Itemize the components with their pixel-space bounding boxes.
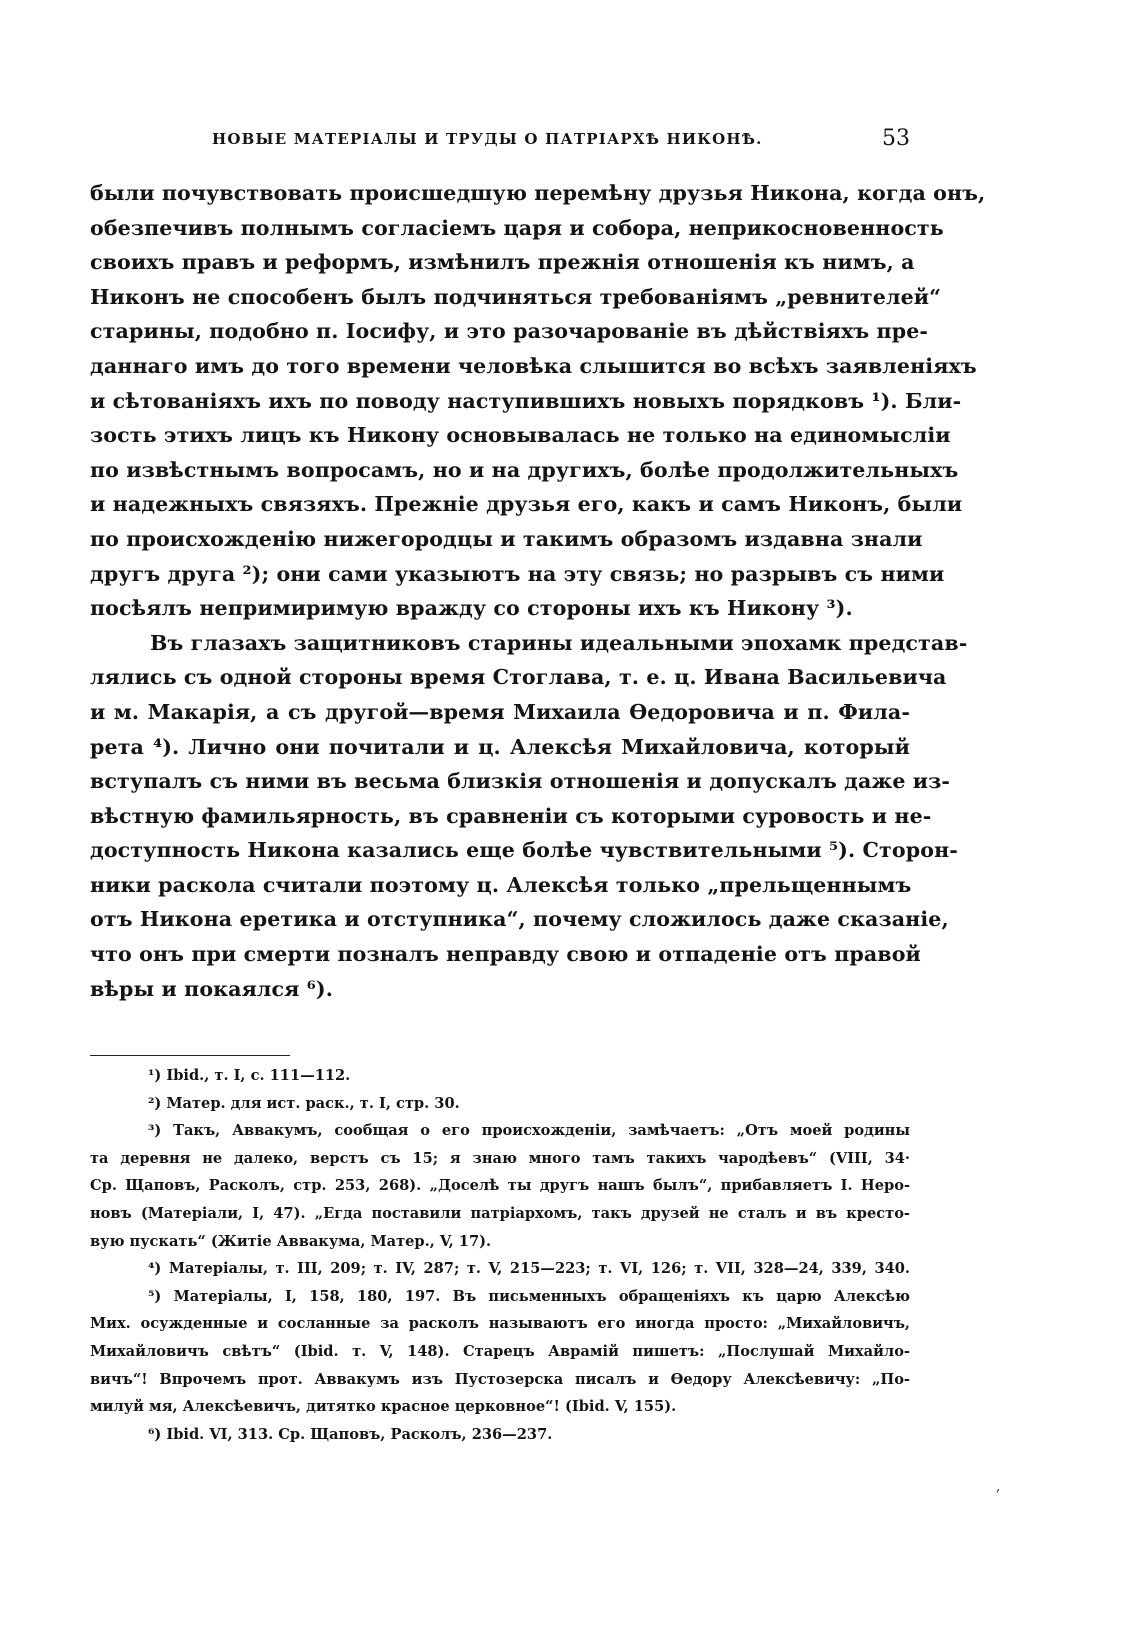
footnote-line: вичъ“! Впрочемъ прот. Аввакумъ изъ Пустозерска писалъ и Ѳедору Алексѣевичу: „По- xyxy=(90,1370,910,1388)
body-line: отъ Никона еретика и отступника“, почему сложилось даже сказаніе, xyxy=(90,907,949,932)
footnote-line: та деревня не далеко, верстъ съ 15; я знаю много тамъ такихъ чародѣевъ“ (VIII, 34· xyxy=(90,1149,910,1167)
body-line: зость этихъ лицъ къ Никону основывалась не только на единомысліи xyxy=(90,423,951,448)
body-line: вѣры и покаялся ⁶). xyxy=(90,976,333,1001)
body-line: Въ глазахъ защитниковъ старины идеальными эпохамк представ- xyxy=(150,630,968,655)
footnote-line: ²) Матер. для ист. раск., т. I, стр. 30. xyxy=(148,1094,460,1112)
body-line: и сѣтованіяхъ ихъ по поводу наступившихъ новыхъ порядковъ ¹). Бли- xyxy=(90,388,962,413)
body-line: и м. Макарія, а съ другой—время Михаила Ѳедоровича и п. Фила- xyxy=(90,699,910,724)
page-number: 53 xyxy=(882,126,910,151)
body-line: лялись съ одной стороны время Стоглава, т. е. ц. Ивана Васильевича xyxy=(90,665,947,690)
footnote-divider xyxy=(90,1055,290,1056)
body-line: что онъ при смерти позналъ неправду свою и отпаденіе отъ правой xyxy=(90,942,921,967)
footnote-line: Мих. осужденные и сосланные за расколъ называютъ его иногда просто: „Михайловичъ, xyxy=(90,1315,910,1333)
footnote-line: милуй мя, Алексѣевичъ, дитятко красное церковное“! (Ibid. V, 155). xyxy=(90,1398,677,1416)
body-line: обезпечивъ полнымъ согласіемъ царя и собора, неприкосновенность xyxy=(90,215,944,240)
footnote-line: ⁴) Матеріалы, т. III, 209; т. IV, 287; т. V, 215—223; т. VI, 126; т. VII, 328—24, 339, 340. xyxy=(148,1260,910,1278)
book-page xyxy=(90,0,986,1633)
footnote-line: ⁵) Матеріалы, I, 158, 180, 197. Въ письменныхъ обращеніяхъ къ царю Алексѣю xyxy=(148,1287,910,1305)
footnote-line: ⁶) Ibid. VI, 313. Ср. Щаповъ, Расколъ, 236—237. xyxy=(148,1425,553,1443)
body-line: старины, подобно п. Іосифу, и это разочарованіе въ дѣйствіяхъ пре- xyxy=(90,319,929,344)
running-head xyxy=(90,126,910,160)
footnote-line: ³) Такъ, Аввакумъ, сообщая о его происхожденіи, замѣчаетъ: „Отъ моей родины xyxy=(148,1122,910,1140)
body-line: посѣялъ непримиримую вражду со стороны ихъ къ Никону ³). xyxy=(90,596,853,621)
body-line: Никонъ не способенъ былъ подчиняться требованіямъ „ревнителей“ xyxy=(90,284,942,309)
body-line: доступность Никона казались еще болѣе чувствительными ⁵). Сторон- xyxy=(90,838,958,863)
footnote-line: Михайловичъ свѣтъ“ (Ibid. т. V, 148). Старецъ Аврамій пишетъ: „Послушай Михайло- xyxy=(90,1342,910,1360)
stray-mark: ׳ xyxy=(996,1483,1000,1502)
body-line: рета ⁴). Лично они почитали и ц. Алексѣя Михайловича, который xyxy=(90,734,910,759)
body-line: вѣстную фамильярность, въ сравненіи съ которыми суровость и не- xyxy=(90,803,932,828)
body-line: своихъ правъ и реформъ, измѣнилъ прежнія отношенія къ нимъ, а xyxy=(90,250,915,275)
footnotes xyxy=(90,1062,910,1448)
body-line: даннаго имъ до того времени человѣка слышится во всѣхъ заявленіяхъ xyxy=(90,353,977,378)
running-title: НОВЫЕ МАТЕРІАЛЫ И ТРУДЫ О ПАТРІАРХѢ НИКОНѢ. xyxy=(212,130,763,148)
footnote-line: новъ (Матеріали, I, 47). „Егда поставили патріархомъ, такъ друзей не сталъ и въ кресто- xyxy=(90,1204,910,1222)
body-line: вступалъ съ ними въ весьма близкія отношенія и допускалъ даже из- xyxy=(90,769,951,794)
footnote-line: Ср. Щаповъ, Расколъ, стр. 253, 268). „Доселѣ ты другъ нашъ былъ“, прибавляетъ І. Неро- xyxy=(90,1177,910,1195)
footnote-line: ¹) Ibid., т. I, с. 111—112. xyxy=(148,1067,351,1084)
body-line: ники раскола считали поэтому ц. Алексѣя только „прельщеннымъ xyxy=(90,872,912,897)
body-line: были почувствовать происшедшую перемѣну друзья Никона, когда онъ, xyxy=(90,181,986,205)
body-line: по извѣстнымъ вопросамъ, но и на другихъ, болѣе продолжительныхъ xyxy=(90,457,959,482)
body-line: по происхожденію нижегородцы и такимъ образомъ издавна знали xyxy=(90,526,923,551)
footnote-line: вую пускать“ (Житіе Аввакума, Матер., V, 17). xyxy=(90,1232,492,1250)
body-text xyxy=(90,176,986,1006)
body-line: другъ друга ²); они сами указыютъ на эту связь; но разрывъ съ ними xyxy=(90,561,945,586)
body-line: и надежныхъ связяхъ. Прежніе друзья его, какъ и самъ Никонъ, были xyxy=(90,492,963,517)
